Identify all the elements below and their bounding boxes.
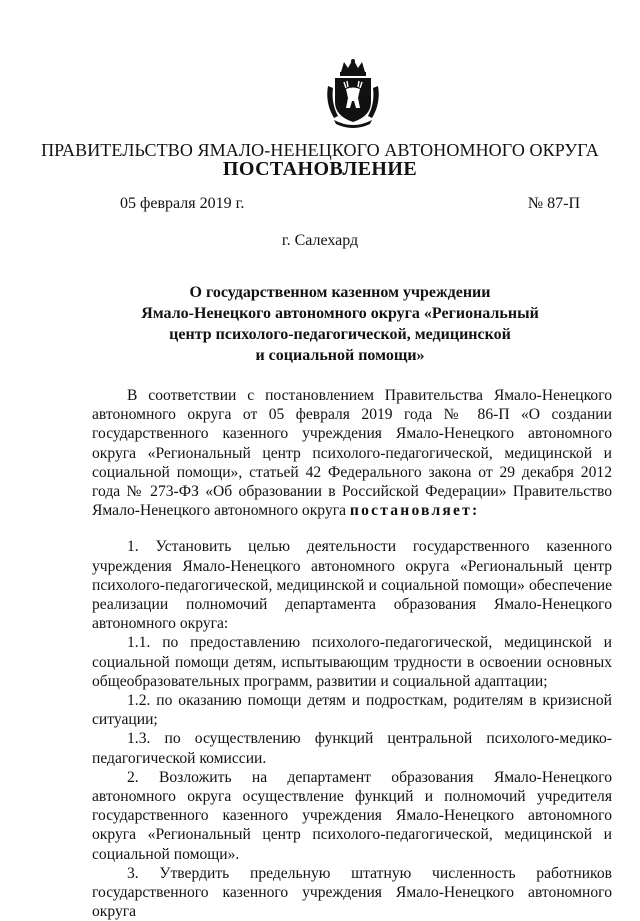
document-type: ПОСТАНОВЛЕНИЕ bbox=[222, 158, 418, 180]
heading-line: центр психолого-педагогической, медицинской bbox=[169, 326, 511, 343]
coat-of-arms-icon bbox=[324, 58, 382, 128]
document-city: г. Салехард bbox=[281, 232, 359, 249]
clause-paragraph: 1. Установить целью деятельности государственного казенного учреждения Ямало-Ненецкого автономного округа «Региональный центр психолого-педагогической, медицинской и социальной помощи» обеспечение реализации полномочий департамента образования Ямало-Ненецкого автономного округа: bbox=[92, 538, 612, 633]
government-title: ПРАВИТЕЛЬСТВО ЯМАЛО-НЕНЕЦКОГО АВТОНОМНОГО ОКРУГА bbox=[41, 140, 599, 160]
decree-word: постановляет: bbox=[349, 502, 480, 520]
clause-paragraph: 3. Утвердить предельную штатную численность работников государственного казенного учреждения Ямало-Ненецкого автономного округа bbox=[92, 864, 612, 921]
heading-line: Ямало-Ненецкого автономного округа «Региональный bbox=[141, 305, 539, 322]
document-heading bbox=[130, 282, 550, 366]
clause-paragraph: 1.1. по предоставлению психолого-педагогической, медицинской и социальной помощи детям, испытывающим трудности в освоении основных общеобразовательных программ, развитии и социальной адаптации; bbox=[92, 634, 612, 690]
clause-paragraph: 1.3. по осуществлению функций центральной психолого-медико-педагогической комиссии. bbox=[92, 730, 612, 767]
document-date: 05 февраля 2019 г. bbox=[120, 195, 245, 212]
document-body bbox=[92, 386, 612, 921]
document-number: № 87-П bbox=[527, 195, 580, 212]
preamble-paragraph bbox=[92, 386, 612, 520]
clause-paragraph: 2. Возложить на департамент образования Ямало-Ненецкого автономного округа осуществление функций и полномочий учредителя государственного казенного учреждения Ямало-Ненецкого автономного округа «Региональный центр психолого-педагогической, медицинской и социальной помощи». bbox=[92, 768, 612, 863]
clause-paragraph: 1.2. по оказанию помощи детям и подросткам, родителям в кризисной ситуации; bbox=[92, 692, 612, 729]
heading-line: и социальной помощи» bbox=[255, 347, 425, 364]
preamble-text: В соответствии с постановлением Правительства Ямало-Ненецкого автономного округа от 05 февраля 2019 года № 86-П «О создании государственного казенного учреждения Ямало-Ненецкого автономного округа «Региональный центр психолого-педагогической, медицинской и социальной помощи», статьей 42 Федерального закона от 29 декабря 2012 года № 273-ФЗ «Об образовании в Российской Федерации» Правительство Ямало-Ненецкого автономного округа bbox=[92, 387, 612, 520]
heading-line: О государственном казенном учреждении bbox=[189, 284, 491, 301]
